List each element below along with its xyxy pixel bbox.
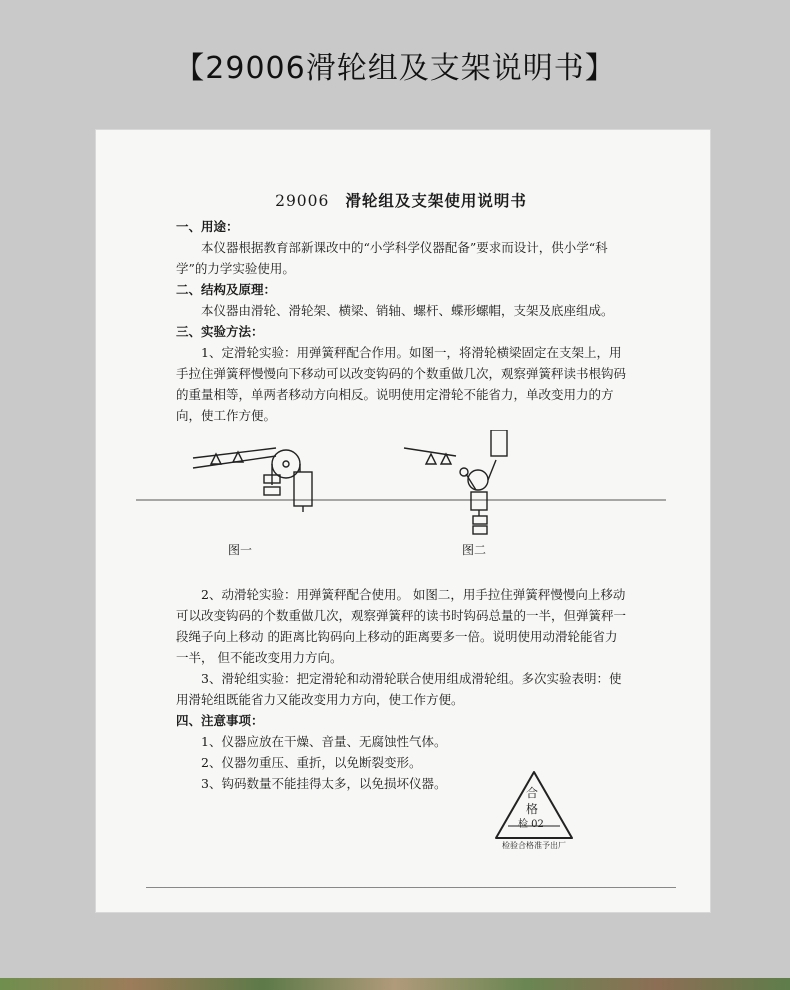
figure-2-drawing	[404, 430, 507, 534]
figures-area	[136, 430, 666, 580]
spring-scale	[294, 472, 312, 506]
stamp-line-3: 检 02	[518, 819, 544, 830]
section-structure-heading: 二、结构及原理：	[176, 282, 277, 297]
method-step-2: 2、动滑轮实验：用弹簧秤配合使用。 如图二，用手拉住弹簧秤慢慢向上移动可以改变钩码的个数重做几次，观察弹簧秤的读书时钩码总量的一半，但弹簧秤一段绳子向上移动 的距离比钩码向上移动的距离要多一倍。说明使用动滑轮能省力一半， 但不能改变用力方向。	[176, 587, 627, 665]
bottom-photo-strip	[0, 978, 790, 990]
beam-line	[193, 448, 276, 458]
note-item-3: 3、钩码数量不能挂得太多，以免损坏仪器。	[201, 776, 447, 791]
title-text: 滑轮组及支架使用说明书	[345, 191, 527, 210]
fixed-pulley	[272, 450, 300, 478]
method-step-3: 3、滑轮组实验：把定滑轮和动滑轮联合使用组成滑轮组。多次实验表明：使用滑轮组既能省力又能改变用力方向，使工作方便。	[176, 671, 622, 707]
product-code: 29006	[275, 192, 330, 210]
document-title	[176, 190, 626, 212]
section-usage-text: 本仪器根据教育部新课改中的“小学科学仪器配备”要求而设计，供小学“科学”的力学实验使用。	[176, 240, 608, 276]
figure-1-drawing	[193, 448, 312, 512]
pulley-diagrams	[136, 430, 666, 580]
document-page	[96, 130, 710, 912]
section-method-heading: 三、实验方法：	[176, 324, 264, 339]
section-notes-heading: 四、注意事项：	[176, 713, 264, 728]
section-usage-heading: 一、用途：	[176, 219, 239, 234]
movable-pulley	[468, 470, 488, 490]
method-step-1: 1、定滑轮实验：用弹簧秤配合作用。如图一，将滑轮横梁固定在支架上，用手拉住弹簧秤慢慢向下移动可以改变钩码的个数重做几次，观察弹簧秤读书根钩码的重量相等，单两者移动方向相反。说明使用定滑轮不能省力，单改变用力的方向，使工作方便。	[176, 345, 627, 423]
bottom-rule	[146, 887, 676, 888]
stamp-footer: 检验合格准予出厂	[502, 841, 566, 850]
banner	[0, 0, 790, 130]
document-body	[176, 190, 626, 794]
note-item-1: 1、仪器应放在干燥、音量、无腐蚀性气体。	[201, 734, 447, 749]
figure-2-label: 图二	[462, 543, 487, 557]
banner-title: 【29006滑轮组及支架说明书】	[174, 51, 616, 86]
section-structure-text: 本仪器由滑轮、滑轮架、横梁、销轴、螺杆、蝶形螺帽，支架及底座组成。	[201, 303, 614, 318]
stamp-line-1: 合	[526, 786, 539, 800]
inspection-stamp	[494, 770, 574, 858]
figure-1-label: 图一	[228, 543, 253, 557]
spring-scale-2	[491, 430, 507, 456]
stamp-line-2: 格	[526, 802, 539, 816]
note-item-2: 2、仪器勿重压、重折，以免断裂变形。	[201, 755, 422, 770]
